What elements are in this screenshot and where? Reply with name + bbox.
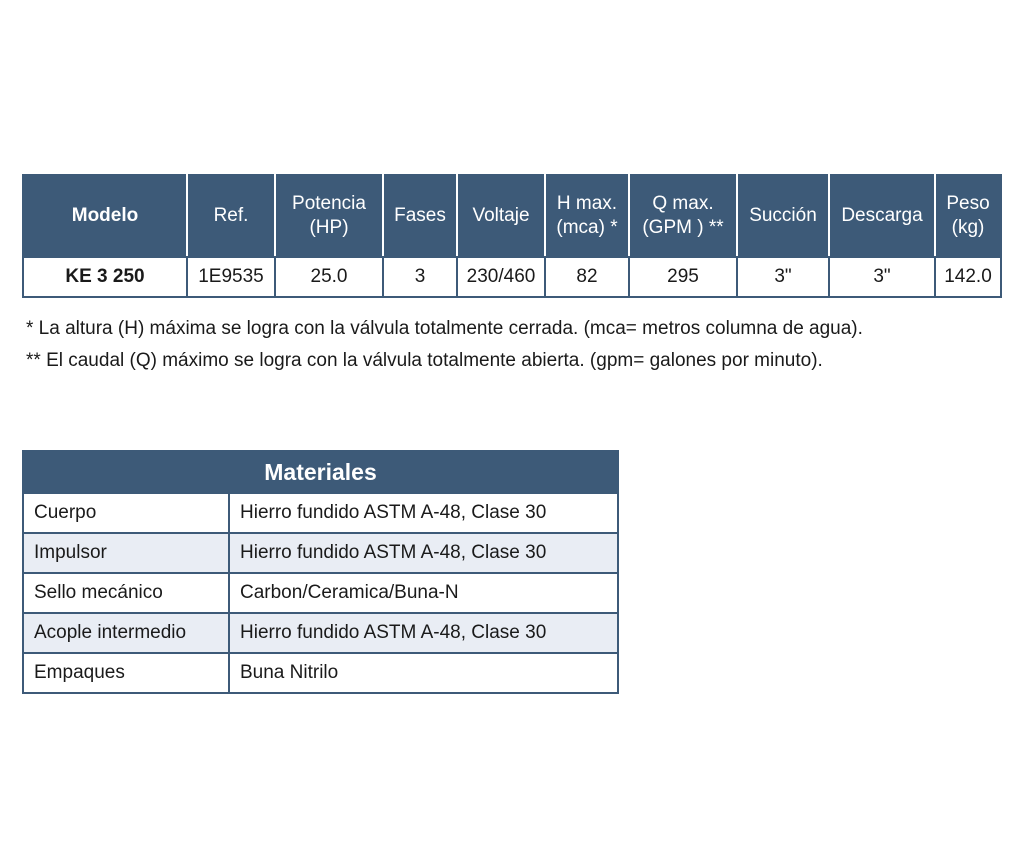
header-discharge: Descarga: [829, 175, 935, 257]
header-voltage: Voltaje: [457, 175, 545, 257]
material-value: Buna Nitrilo: [229, 653, 618, 693]
header-power-line1: Potencia: [292, 193, 366, 214]
cell-phases: 3: [383, 257, 457, 297]
cell-voltage: 230/460: [457, 257, 545, 297]
header-hmax-line2: (mca) *: [556, 217, 618, 238]
material-value: Hierro fundido ASTM A-48, Clase 30: [229, 613, 618, 653]
header-qmax: [629, 175, 737, 257]
header-hmax-line1: H max.: [556, 193, 618, 214]
cell-weight: 142.0: [935, 257, 1001, 297]
specifications-data-row: [23, 257, 1001, 297]
cell-qmax: 295: [629, 257, 737, 297]
header-ref: Ref.: [187, 175, 275, 257]
header-model: Modelo: [23, 175, 187, 257]
materials-row: [23, 573, 618, 613]
cell-power: 25.0: [275, 257, 383, 297]
cell-ref: 1E9535: [187, 257, 275, 297]
header-qmax-line2: (GPM ) **: [642, 217, 724, 238]
header-weight-line2: (kg): [951, 217, 985, 238]
material-value: Hierro fundido ASTM A-48, Clase 30: [229, 533, 618, 573]
header-weight: [935, 175, 1001, 257]
header-qmax-line1: Q max.: [652, 193, 714, 214]
header-weight-line1: Peso: [946, 193, 990, 214]
specifications-table: [22, 174, 1002, 298]
materials-row: [23, 613, 618, 653]
material-part: Empaques: [23, 653, 229, 693]
materials-row: [23, 533, 618, 573]
cell-suction: 3": [737, 257, 829, 297]
material-part: Acople intermedio: [23, 613, 229, 653]
header-power: [275, 175, 383, 257]
cell-model: KE 3 250: [23, 257, 187, 297]
materials-table: [22, 450, 619, 694]
footnote-flow: ** El caudal (Q) máximo se logra con la válvula totalmente abierta. (gpm= galones por minuto).: [26, 350, 823, 371]
material-part: Cuerpo: [23, 493, 229, 533]
header-phases: Fases: [383, 175, 457, 257]
cell-discharge: 3": [829, 257, 935, 297]
materials-row: [23, 653, 618, 693]
footnote-height: * La altura (H) máxima se logra con la válvula totalmente cerrada. (mca= metros columna de agua).: [26, 318, 863, 339]
material-value: Hierro fundido ASTM A-48, Clase 30: [229, 493, 618, 533]
specifications-header-row: [23, 175, 1001, 257]
material-part: Impulsor: [23, 533, 229, 573]
header-suction: Succión: [737, 175, 829, 257]
materials-title: Materiales: [23, 451, 618, 493]
materials-row: [23, 493, 618, 533]
footnotes: [26, 313, 863, 377]
material-value: Carbon/Ceramica/Buna-N: [229, 573, 618, 613]
cell-hmax: 82: [545, 257, 629, 297]
material-part: Sello mecánico: [23, 573, 229, 613]
materials-header-row: [23, 451, 618, 493]
header-hmax: [545, 175, 629, 257]
header-power-line2: (HP): [309, 217, 349, 238]
